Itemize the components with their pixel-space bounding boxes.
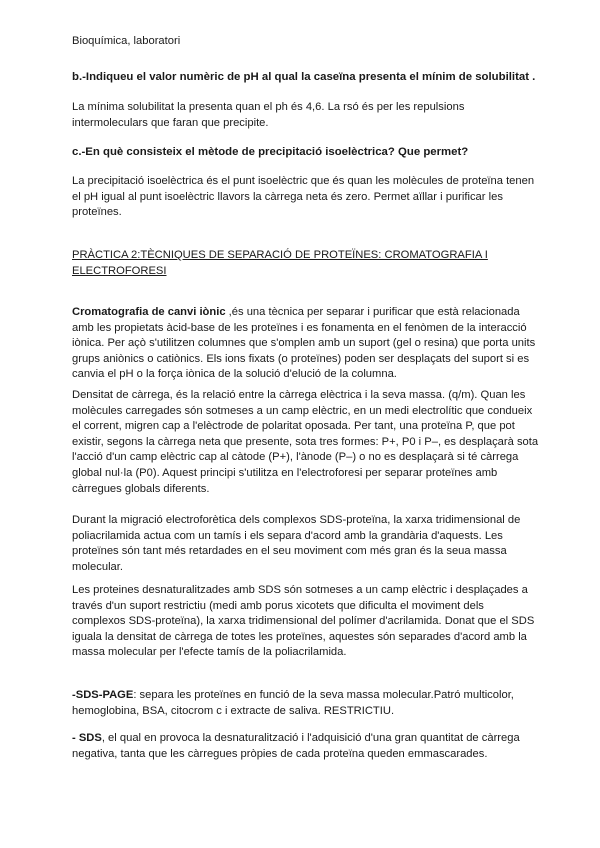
term-sds-page: -SDS-PAGE	[72, 689, 134, 701]
question-c: c.-En què consisteix el mètode de precipitació isoelèctrica? Que permet?	[72, 146, 469, 158]
term-cromatografia: Cromatografia de canvi iònic	[72, 306, 226, 318]
document-header: Bioquímica, laboratori	[72, 35, 181, 47]
paragraph-cromatografia-text: ,és una tècnica per separar i purificar que està relacionada amb les propietats àcid-base de les proteïnes i es fonamenta en el fenòmen de la interacció iònica. Per açò s'utilitzen columnes que s'omplen amb un suport (gel o resina) que porta units grups aniònics o catiònics. Els ions fixats (o proteïnes) poden ser desplaçats del suport si es canvia el pH o la força iònica de la solució d'elució de la columna.	[72, 306, 536, 381]
paragraph-desnaturalitzades: Les proteines desnaturalitzades amb SDS són sotmeses a un camp elèctric i desplaçades a través d'un suport restrictiu (medi amb porus xicotets que dificulta el moviment dels complexos SDS-proteïna), la xarxa tridimensional del polímer d'acrilamida. Donat que el SDS iguala la densitat de càrrega de totes les proteïnes, aquestes són separades d'acord amb la massa molecular per l'efecte tamís de la poliacrilamida.	[72, 584, 535, 659]
answer-c: La precipitació isoelèctrica és el punt isoelèctric que és quan les molècules de proteïna tenen el pH igual al punt isoelèctric llavors la càrrega neta és zero. Permet aïllar i purificar les proteïnes.	[72, 175, 535, 219]
paragraph-migracio: Durant la migració electroforètica dels complexos SDS-proteïna, la xarxa tridimensional de poliacrilamida actua com un tamís i els separa d'acord amb la grandària d'aquests. Les proteïnes són tant més retardades en el seu moviment com més gran és la seua massa molecular.	[72, 514, 521, 573]
practica-title: PRÀCTICA 2:TÈCNIQUES DE SEPARACIÓ DE PROTEÏNES: CROMATOGRAFIA I ELECTROFORESI	[72, 249, 488, 277]
paragraph-sds-page-text: : separa les proteïnes en funció de la seva massa molecular.Patró multicolor, hemoglobina, BSA, citocrom c i extracte de saliva. RESTRICTIU.	[72, 689, 514, 717]
term-sds: - SDS	[72, 732, 102, 744]
paragraph-sds-page	[72, 688, 540, 719]
paragraph-sds-text: , el qual en provoca la desnaturalització i l'adquisició d'una gran quantitat de càrrega negativa, tanta que les càrregues pròpies de cada proteïna queden emmascarades.	[72, 732, 520, 760]
answer-b: La mínima solubilitat la presenta quan el ph és 4,6. La rsó és per les repulsions intermoleculars que faran que precipite.	[72, 101, 465, 129]
paragraph-cromatografia	[72, 305, 540, 383]
question-b: b.-Indiqueu el valor numèric de pH al qual la caseïna presenta el mínim de solubilitat .	[72, 71, 536, 83]
paragraph-sds	[72, 731, 540, 762]
paragraph-densitat: Densitat de càrrega, és la relació entre la càrrega elèctrica i la seva massa. (q/m). Quan les molècules carregades són sotmeses a un camp elèctric, en un medi electrolític que condueix el corrent, migren cap a l'elèctrode de polaritat oposada. Per tant, una proteïna P, que pot existir, segons la càrrega neta que presente, sota tres formes: P+, P0 i P–, es desplaçarà sota l'acció d'un camp elèctric cap al càtode (P+), l'ànode (P–) o no es desplaçarà si té càrrega global nul·la (P0). Aquest principi s'utilitza en l'electroforesi per separar proteïnes amb càrregues globals diferents.	[72, 389, 539, 495]
